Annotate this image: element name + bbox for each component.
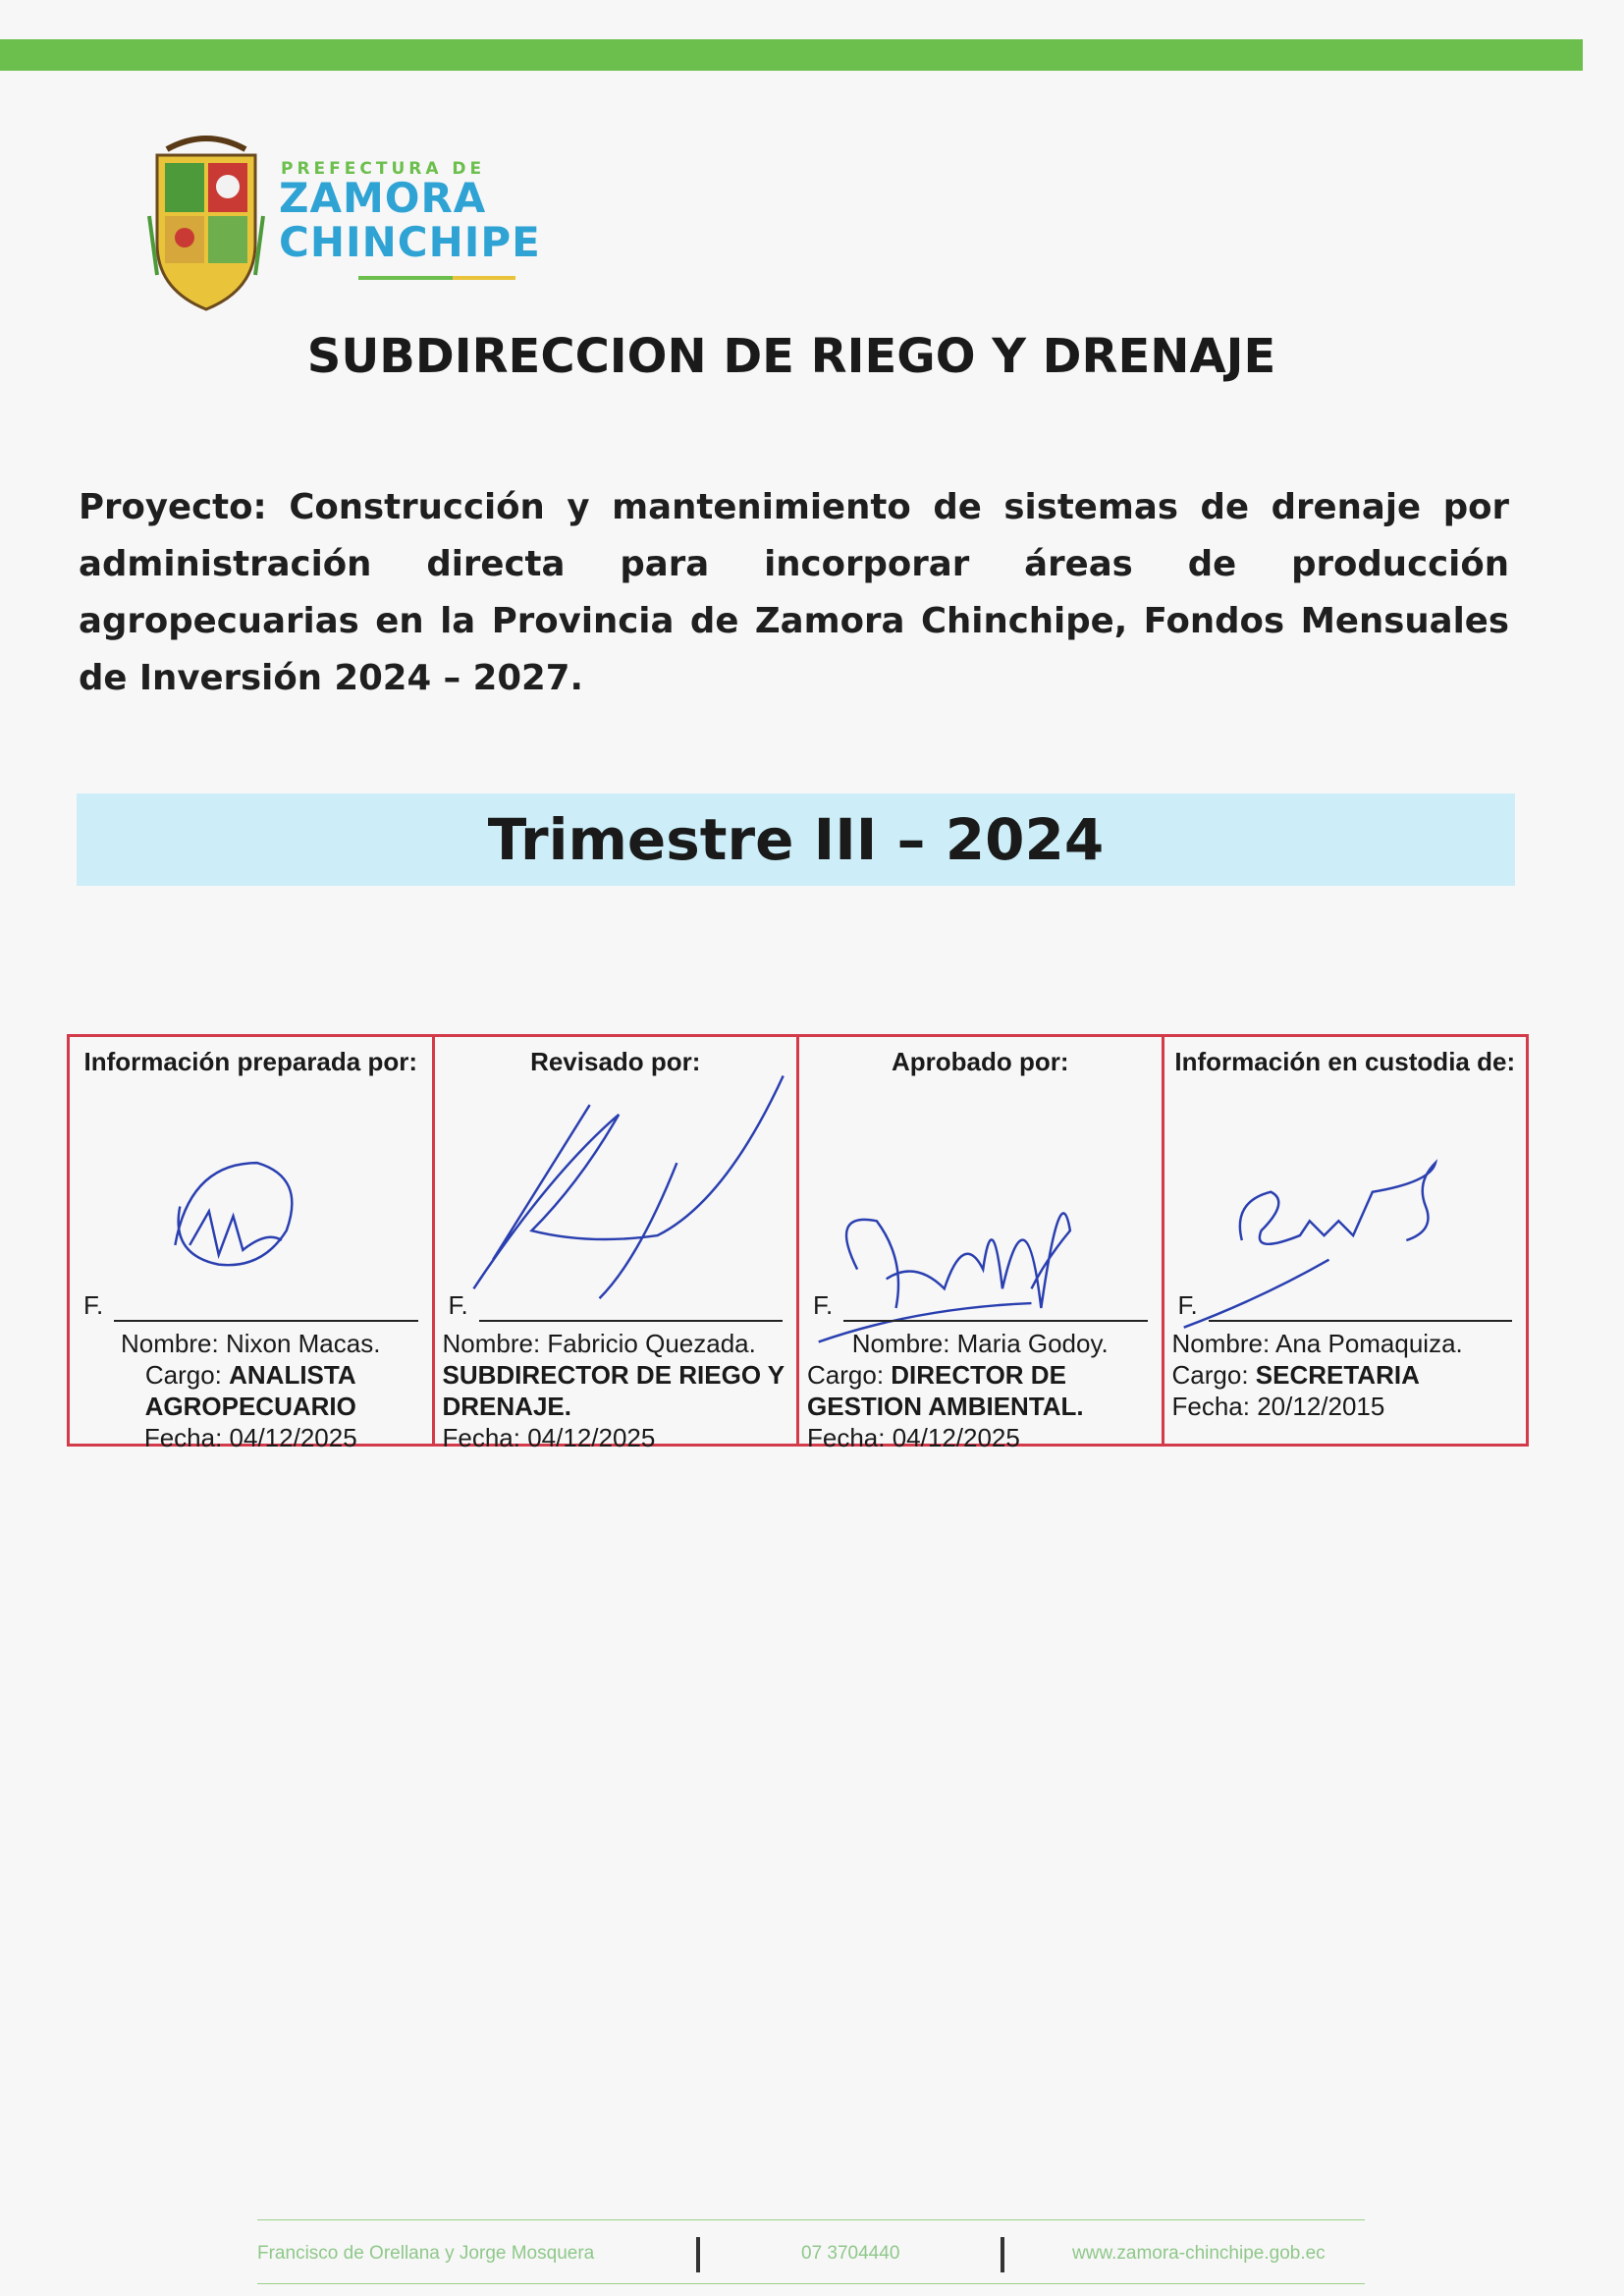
signature-info [78,1328,424,1453]
signature-date: Fecha: 04/12/2025 [143,1423,357,1452]
signer-role: Cargo: DIRECTOR DE GESTION AMBIENTAL. [807,1360,1084,1421]
signer-name: Nombre: Nixon Macas. [121,1329,381,1358]
signer-role: Cargo: ANALISTA AGROPECUARIO [144,1360,356,1421]
prefectura-logo [147,128,541,314]
footer-divider-bottom [257,2283,1365,2284]
signer-role: Cargo: SECRETARIA [1171,1360,1420,1390]
footer-address: Francisco de Orellana y Jorge Mosquera [257,2243,595,2264]
coat-of-arms-icon [147,128,265,314]
logo-line-prefectura: PREFECTURA DE [281,159,486,179]
signature-cell-prepared [70,1037,435,1452]
signature-f-label: F. [448,1290,468,1320]
signature-cell-custody [1164,1037,1527,1444]
footer-separator [696,2237,700,2272]
signature-heading: Información preparada por: [83,1047,417,1076]
signer-role: SUBDIRECTOR DE RIEGO Y DRENAJE. [442,1360,785,1421]
signature-date: Fecha: 20/12/2015 [1171,1392,1385,1421]
signature-cell-approved [799,1037,1164,1452]
signature-line [1209,1320,1513,1322]
signature-f-label: F. [83,1290,104,1320]
logo-underline [358,276,515,280]
project-description: Proyecto: Construcción y mantenimiento de sistemas de drenaje por administración directa para incorporar áreas de producción agropecuarias en la Provincia de Zamora Chinchipe, Fondos Mensuales de Inversión 2024 – 2027. [79,487,1509,698]
signer-name: Nombre: Fabricio Quezada. [442,1329,756,1358]
signer-name: Nombre: Ana Pomaquiza. [1171,1329,1463,1358]
page-title: SUBDIRECCION DE RIEGO Y DRENAJE [306,329,1276,384]
signature-info [807,1328,1154,1453]
footer-website: www.zamora-chinchipe.gob.ec [1072,2243,1326,2264]
period-banner [77,793,1515,886]
footer [257,2237,1365,2272]
footer-separator [1001,2237,1004,2272]
signature-cell-reviewed [435,1037,800,1452]
signature-date: Fecha: 04/12/2025 [442,1423,656,1452]
signature-line [843,1320,1148,1322]
signature-info [443,1328,789,1453]
signature-f-label: F. [1177,1290,1198,1320]
period-banner-text: Trimestre III – 2024 [487,806,1105,873]
signature-line [114,1320,418,1322]
header-color-bar [0,39,1583,71]
logo-line-zamora: ZAMORA [279,174,487,222]
signature-info [1172,1328,1519,1422]
signature-f-label: F. [813,1290,834,1320]
signature-heading: Aprobado por: [891,1047,1069,1076]
footer-phone: 07 3704440 [801,2243,900,2264]
signature-table [67,1034,1529,1452]
footer-divider-top [257,2219,1365,2220]
signer-name: Nombre: Maria Godoy. [851,1329,1109,1358]
signature-heading: Revisado por: [530,1047,701,1076]
signature-line [479,1320,784,1322]
signature-heading: Información en custodia de: [1174,1047,1516,1076]
logo-line-chinchipe: CHINCHIPE [279,218,541,266]
signature-date: Fecha: 04/12/2025 [807,1423,1020,1452]
